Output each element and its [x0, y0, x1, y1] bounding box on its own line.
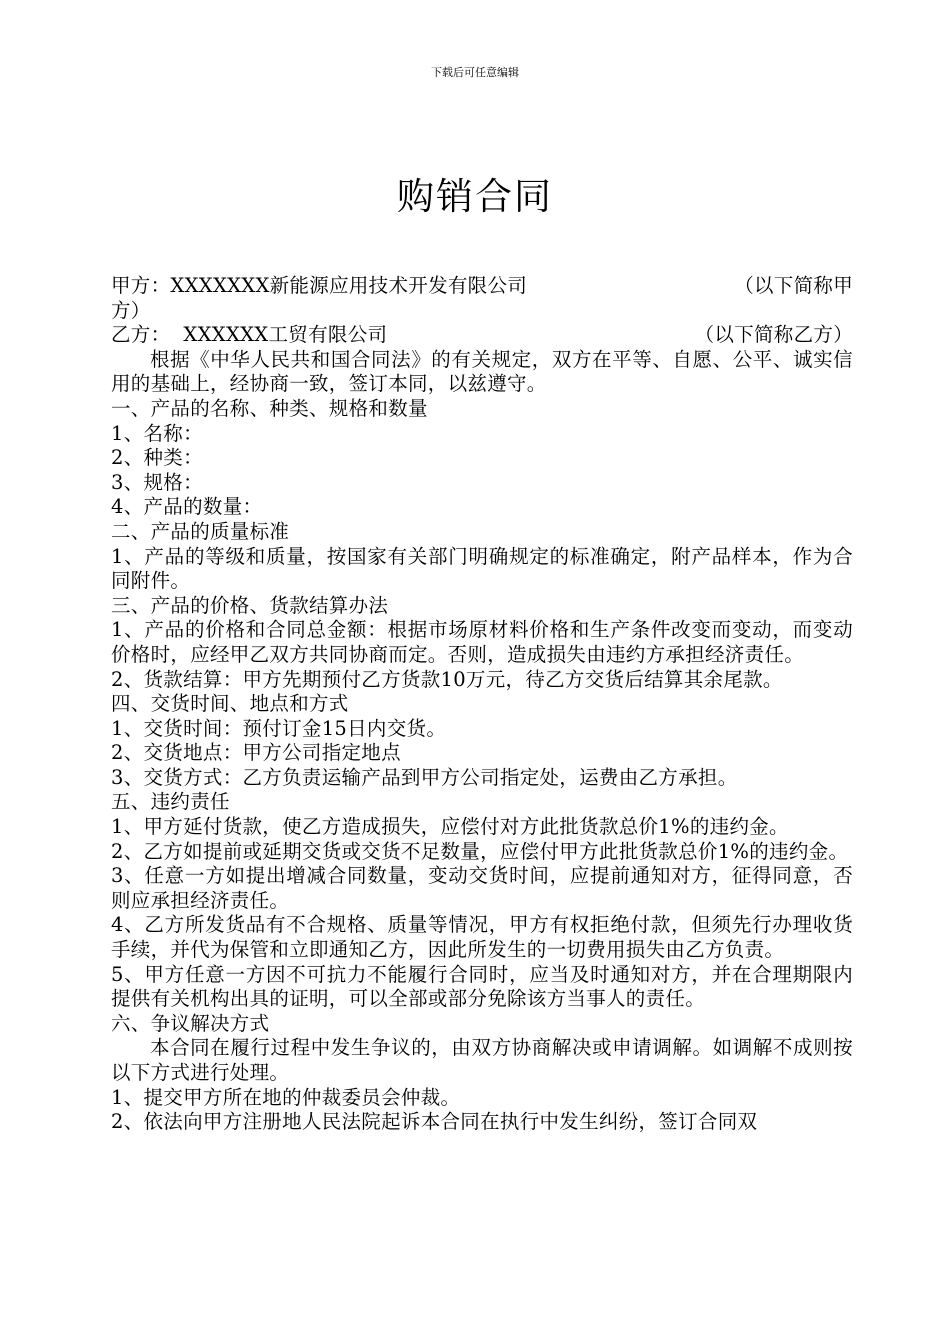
section-4-item: 2、交货地点：甲方公司指定地点: [111, 741, 401, 765]
document-title: 购销合同: [397, 175, 553, 218]
section-5-heading: 五、违约责任: [111, 790, 230, 814]
section-6-heading: 六、争议解决方式: [111, 1011, 270, 1035]
section-2-item: 1、产品的等级和质量，按国家有关部门明确规定的标准确定，附产品样本，作为合同附件。: [111, 544, 853, 593]
preamble-paragraph: 根据《中华人民共和国合同法》的有关规定，双方在平等、自愿、公平、诚实信用的基础上，经协商一致，签订本同，以兹遵守。: [111, 347, 853, 396]
section-4-heading: 四、交货时间、地点和方式: [111, 692, 349, 716]
section-3-item: 1、产品的价格和合同总金额：根据市场原材料价格和生产条件改变而变动，而变动价格时，应经甲乙双方共同协商而定。否则，造成损失由违约方承担经济责任。: [111, 618, 853, 666]
section-1-item: 1、名称：: [111, 421, 203, 445]
party-a-name: 甲方：XXXXXXX新能源应用技术开发有限公司: [111, 274, 528, 297]
section-1-item: 3、规格：: [111, 470, 203, 494]
party-b-alias: （以下简称乙方）: [694, 323, 853, 347]
party-b-name: 乙方： XXXXXX工贸有限公司: [111, 323, 388, 347]
party-a-alias: （以下简称甲: [734, 274, 853, 297]
section-5-item: 3、任意一方如提出增减合同数量，变动交货时间，应提前通知对方，征得同意，否则应承担经济责任。: [111, 864, 853, 912]
party-b-line: [111, 323, 853, 348]
section-4-item: 1、交货时间：预付订金15日内交货。: [111, 716, 447, 740]
section-1-heading: 一、产品的名称、种类、规格和数量: [111, 396, 428, 420]
section-2-heading: 二、产品的质量标准: [111, 519, 290, 543]
section-6-item: 2、依法向甲方注册地人民法院起诉本合同在执行中发生纠纷，签订合同双: [111, 1110, 758, 1134]
section-6-intro: 本合同在履行过程中发生争议的，由双方协商解决或申请调解。如调解不成则按以下方式进行处理。: [111, 1036, 853, 1084]
section-1-item: 4、产品的数量：: [111, 495, 263, 519]
section-5-item: 4、乙方所发货品有不合规格、质量等情况，甲方有权拒绝付款，但须先行办理收货手续，并代为保管和立即通知乙方，因此所发生的一切费用损失由乙方负责。: [111, 913, 853, 962]
section-5-item: 5、甲方任意一方因不可抗力不能履行合同时，应当及时通知对方，并在合理期限内提供有关机构出具的证明，可以全部或部分免除该方当事人的责任。: [111, 962, 853, 1011]
section-4-item: 3、交货方式：乙方负责运输产品到甲方公司指定处，运费由乙方承担。: [111, 765, 738, 789]
header-note: 下载后可任意编辑: [431, 66, 519, 79]
section-5-item: 2、乙方如提前或延期交货或交货不足数量，应偿付甲方此批货款总价1%的违约金。: [111, 839, 849, 863]
section-3-heading: 三、产品的价格、货款结算办法: [111, 593, 389, 617]
section-1-item: 2、种类：: [111, 446, 203, 470]
contract-body: [111, 274, 853, 1135]
section-5-item: 1、甲方延付货款，使乙方造成损失，应偿付对方此批货款总价1%的违约金。: [111, 815, 789, 839]
party-a-line: [111, 274, 853, 299]
party-a-alias-continued: 方）: [111, 298, 151, 322]
section-3-item: 2、货款结算：甲方先期预付乙方货款10万元，待乙方交货后结算其余尾款。: [111, 667, 783, 691]
section-6-item: 1、提交甲方所在地的仲裁委员会仲裁。: [111, 1085, 461, 1109]
